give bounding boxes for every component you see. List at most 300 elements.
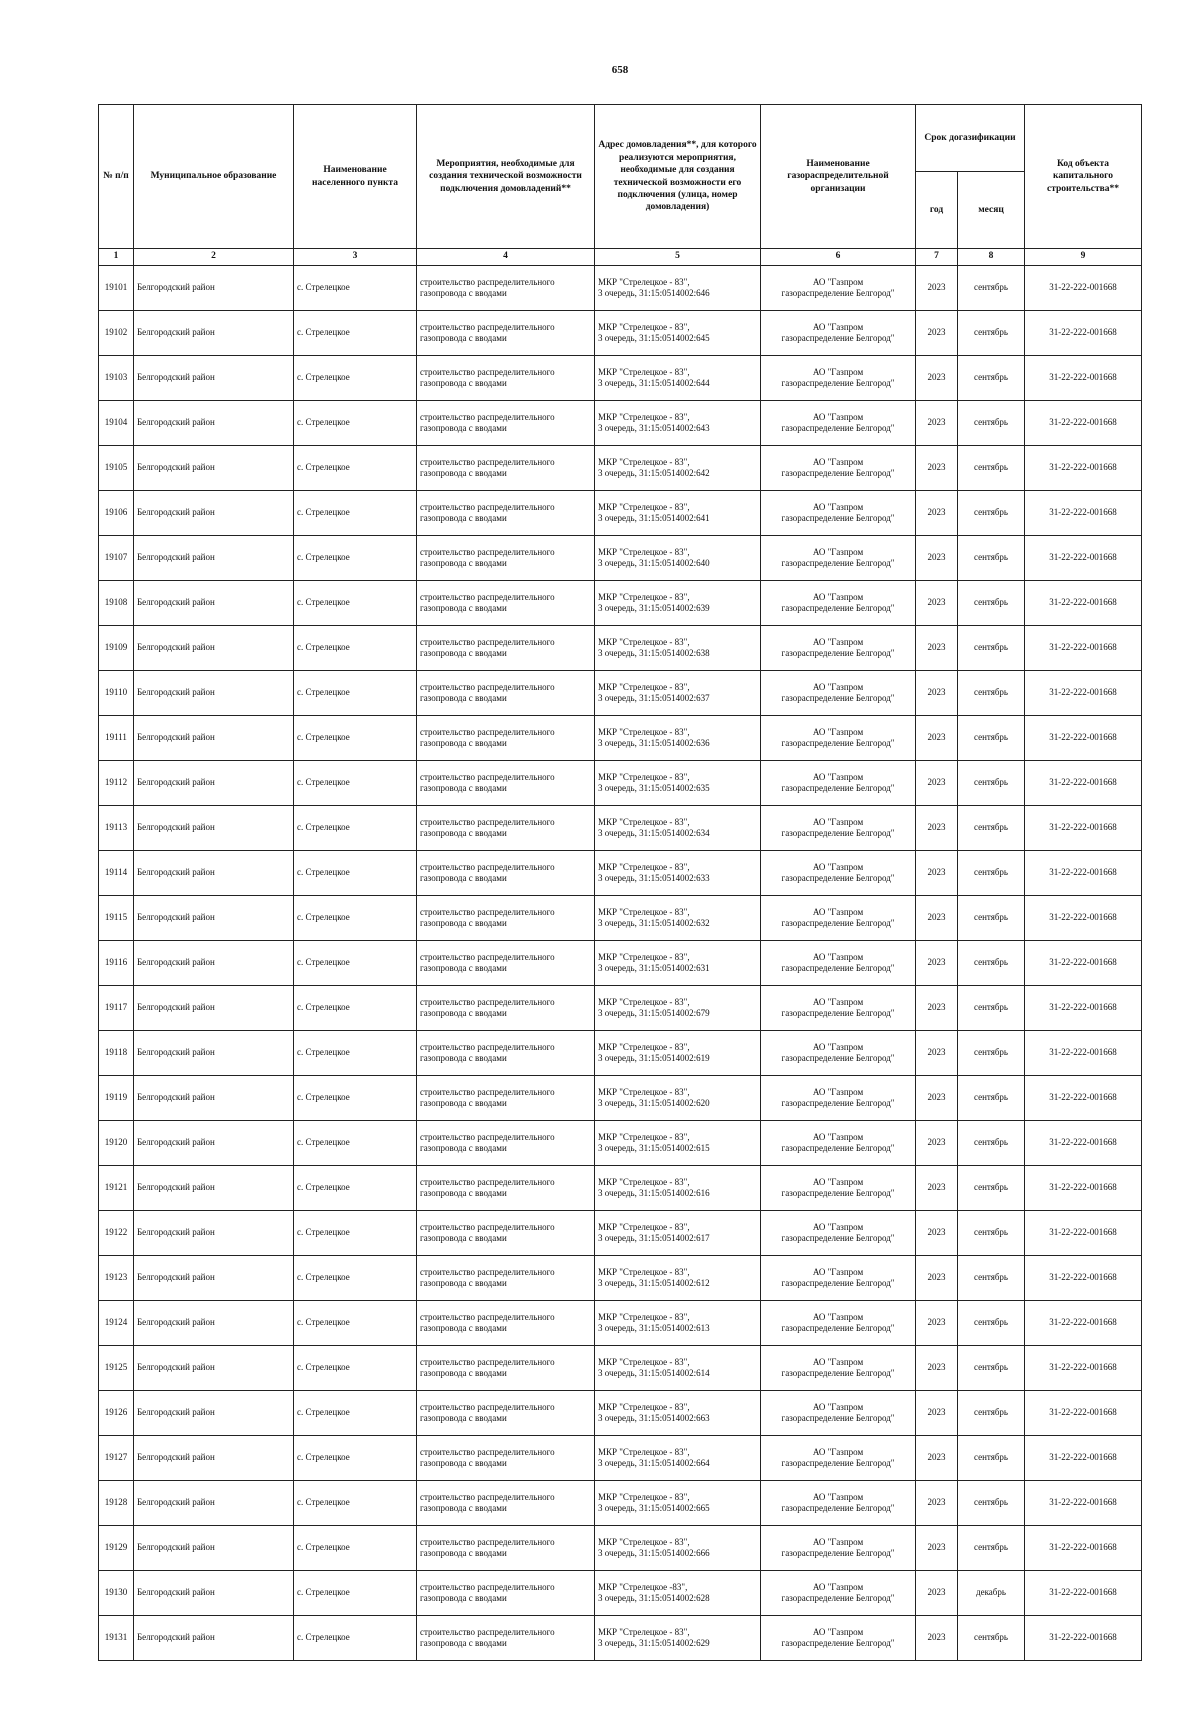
cell-number: 19127 <box>99 1436 134 1481</box>
cell-organization-line: АО "Газпром <box>812 1266 864 1277</box>
cell-address <box>595 1166 761 1211</box>
cell-year: 2023 <box>916 1121 958 1166</box>
cell-event-line: строительство распределительного <box>420 951 555 962</box>
header-event: Мероприятия, необходимые для создания технической возможности подключения домовладений** <box>417 105 595 249</box>
header-year: год <box>916 172 958 249</box>
cell-address-line: 3 очередь, 31:15:0514002:646 <box>598 288 710 298</box>
cell-object-code: 31-22-222-001668 <box>1025 1526 1142 1571</box>
cell-year: 2023 <box>916 1571 958 1616</box>
cell-organization <box>761 1481 916 1526</box>
cell-organization-line: АО "Газпром <box>812 1536 864 1547</box>
cell-event <box>417 1436 595 1481</box>
cell-event <box>417 446 595 491</box>
column-number: 9 <box>1025 249 1142 266</box>
cell-object-code: 31-22-222-001668 <box>1025 1391 1142 1436</box>
cell-object-code: 31-22-222-001668 <box>1025 1166 1142 1211</box>
cell-address <box>595 1031 761 1076</box>
cell-event-line: газопровода с вводами <box>420 1098 507 1108</box>
cell-object-code: 31-22-222-001668 <box>1025 986 1142 1031</box>
cell-settlement: с. Стрелецкое <box>294 1571 417 1616</box>
cell-address-line: МКР "Стрелецкое - 83", <box>598 366 690 377</box>
cell-object-code: 31-22-222-001668 <box>1025 1076 1142 1121</box>
cell-organization <box>761 1346 916 1391</box>
cell-municipality: Белгородский район <box>134 941 294 986</box>
cell-event-line: газопровода с вводами <box>420 1593 507 1603</box>
cell-year: 2023 <box>916 266 958 311</box>
column-number: 6 <box>761 249 916 266</box>
cell-year: 2023 <box>916 1346 958 1391</box>
cell-municipality: Белгородский район <box>134 1526 294 1571</box>
cell-month: сентябрь <box>958 1391 1025 1436</box>
table-row <box>99 1391 1142 1436</box>
cell-event <box>417 266 595 311</box>
cell-organization-line: газораспределение Белгород" <box>781 378 895 388</box>
cell-event-line: газопровода с вводами <box>420 918 507 928</box>
cell-event-line: строительство распределительного <box>420 726 555 737</box>
cell-address <box>595 581 761 626</box>
cell-address-line: МКР "Стрелецкое - 83", <box>598 681 690 692</box>
cell-address-line: МКР "Стрелецкое - 83", <box>598 1311 690 1322</box>
cell-month: сентябрь <box>958 671 1025 716</box>
column-number: 1 <box>99 249 134 266</box>
cell-event <box>417 1076 595 1121</box>
cell-municipality: Белгородский район <box>134 1346 294 1391</box>
cell-address-line: МКР "Стрелецкое -83", <box>598 1581 688 1592</box>
cell-municipality: Белгородский район <box>134 1076 294 1121</box>
table-row <box>99 401 1142 446</box>
cell-year: 2023 <box>916 581 958 626</box>
cell-organization <box>761 1076 916 1121</box>
cell-organization-line: АО "Газпром <box>812 771 864 782</box>
cell-event <box>417 1211 595 1256</box>
cell-organization-line: АО "Газпром <box>812 501 864 512</box>
cell-event-line: газопровода с вводами <box>420 873 507 883</box>
cell-address-line: МКР "Стрелецкое - 83", <box>598 276 690 287</box>
header-municipality: Муниципальное образование <box>134 105 294 249</box>
cell-organization-line: газораспределение Белгород" <box>781 1548 895 1558</box>
cell-organization <box>761 491 916 536</box>
cell-organization-line: газораспределение Белгород" <box>781 1233 895 1243</box>
cell-address-line: МКР "Стрелецкое - 83", <box>598 1041 690 1052</box>
cell-object-code: 31-22-222-001668 <box>1025 1616 1142 1661</box>
cell-event-line: строительство распределительного <box>420 1086 555 1097</box>
cell-event <box>417 941 595 986</box>
cell-address <box>595 1211 761 1256</box>
cell-municipality: Белгородский район <box>134 1211 294 1256</box>
header-settlement: Наименование населенного пункта <box>294 105 417 249</box>
cell-organization <box>761 401 916 446</box>
cell-settlement: с. Стрелецкое <box>294 716 417 761</box>
cell-number: 19115 <box>99 896 134 941</box>
cell-month: сентябрь <box>958 1436 1025 1481</box>
cell-organization-line: газораспределение Белгород" <box>781 558 895 568</box>
cell-address-line: МКР "Стрелецкое - 83", <box>598 771 690 782</box>
cell-address-line: МКР "Стрелецкое - 83", <box>598 411 690 422</box>
cell-address-line: 3 очередь, 31:15:0514002:643 <box>598 423 710 433</box>
cell-organization-line: АО "Газпром <box>812 1446 864 1457</box>
cell-event-line: газопровода с вводами <box>420 828 507 838</box>
cell-organization-line: газораспределение Белгород" <box>781 648 895 658</box>
cell-organization-line: газораспределение Белгород" <box>781 1413 895 1423</box>
cell-object-code: 31-22-222-001668 <box>1025 1301 1142 1346</box>
cell-object-code: 31-22-222-001668 <box>1025 1481 1142 1526</box>
cell-number: 19126 <box>99 1391 134 1436</box>
cell-number: 19128 <box>99 1481 134 1526</box>
cell-object-code: 31-22-222-001668 <box>1025 941 1142 986</box>
cell-organization-line: АО "Газпром <box>812 996 864 1007</box>
cell-address <box>595 1571 761 1616</box>
cell-organization <box>761 311 916 356</box>
header-month: месяц <box>958 172 1025 249</box>
cell-address-line: МКР "Стрелецкое - 83", <box>598 591 690 602</box>
cell-event-line: строительство распределительного <box>420 861 555 872</box>
cell-address-line: 3 очередь, 31:15:0514002:614 <box>598 1368 710 1378</box>
cell-settlement: с. Стрелецкое <box>294 806 417 851</box>
cell-address <box>595 851 761 896</box>
cell-event <box>417 986 595 1031</box>
cell-object-code: 31-22-222-001668 <box>1025 851 1142 896</box>
cell-event-line: газопровода с вводами <box>420 693 507 703</box>
table-row <box>99 491 1142 536</box>
cell-address-line: 3 очередь, 31:15:0514002:663 <box>598 1413 710 1423</box>
table-row <box>99 311 1142 356</box>
cell-address-line: МКР "Стрелецкое - 83", <box>598 1446 690 1457</box>
cell-number: 19112 <box>99 761 134 806</box>
cell-municipality: Белгородский район <box>134 446 294 491</box>
cell-address-line: 3 очередь, 31:15:0514002:619 <box>598 1053 710 1063</box>
cell-event <box>417 896 595 941</box>
cell-settlement: с. Стрелецкое <box>294 851 417 896</box>
cell-object-code: 31-22-222-001668 <box>1025 581 1142 626</box>
cell-event <box>417 311 595 356</box>
cell-address-line: 3 очередь, 31:15:0514002:642 <box>598 468 710 478</box>
header-row-1 <box>99 105 1142 172</box>
cell-municipality: Белгородский район <box>134 1256 294 1301</box>
column-number: 7 <box>916 249 958 266</box>
cell-event-line: газопровода с вводами <box>420 378 507 388</box>
cell-organization-line: газораспределение Белгород" <box>781 963 895 973</box>
cell-municipality: Белгородский район <box>134 716 294 761</box>
cell-number: 19129 <box>99 1526 134 1571</box>
cell-organization-line: АО "Газпром <box>812 456 864 467</box>
column-number: 3 <box>294 249 417 266</box>
cell-event-line: газопровода с вводами <box>420 648 507 658</box>
cell-address-line: 3 очередь, 31:15:0514002:634 <box>598 828 710 838</box>
cell-event <box>417 1526 595 1571</box>
column-number: 2 <box>134 249 294 266</box>
cell-number: 19105 <box>99 446 134 491</box>
cell-organization-line: АО "Газпром <box>812 1041 864 1052</box>
cell-organization <box>761 1031 916 1076</box>
cell-event-line: газопровода с вводами <box>420 738 507 748</box>
cell-municipality: Белгородский район <box>134 491 294 536</box>
cell-event-line: строительство распределительного <box>420 456 555 467</box>
cell-number: 19106 <box>99 491 134 536</box>
cell-month: сентябрь <box>958 1526 1025 1571</box>
cell-month: сентябрь <box>958 1346 1025 1391</box>
cell-year: 2023 <box>916 1076 958 1121</box>
cell-event-line: строительство распределительного <box>420 366 555 377</box>
cell-address-line: 3 очередь, 31:15:0514002:664 <box>598 1458 710 1468</box>
cell-organization-line: газораспределение Белгород" <box>781 468 895 478</box>
cell-municipality: Белгородский район <box>134 626 294 671</box>
cell-number: 19125 <box>99 1346 134 1391</box>
cell-address <box>595 356 761 401</box>
cell-address-line: МКР "Стрелецкое - 83", <box>598 501 690 512</box>
cell-event <box>417 1346 595 1391</box>
cell-object-code: 31-22-222-001668 <box>1025 266 1142 311</box>
cell-month: сентябрь <box>958 1481 1025 1526</box>
cell-settlement: с. Стрелецкое <box>294 356 417 401</box>
cell-month: сентябрь <box>958 986 1025 1031</box>
cell-address <box>595 941 761 986</box>
cell-organization-line: АО "Газпром <box>812 681 864 692</box>
cell-municipality: Белгородский район <box>134 1436 294 1481</box>
cell-settlement: с. Стрелецкое <box>294 446 417 491</box>
cell-organization-line: АО "Газпром <box>812 546 864 557</box>
cell-event-line: строительство распределительного <box>420 591 555 602</box>
cell-organization-line: АО "Газпром <box>812 411 864 422</box>
cell-organization-line: АО "Газпром <box>812 636 864 647</box>
cell-municipality: Белгородский район <box>134 1301 294 1346</box>
cell-address-line: 3 очередь, 31:15:0514002:666 <box>598 1548 710 1558</box>
cell-municipality: Белгородский район <box>134 806 294 851</box>
cell-month: сентябрь <box>958 1256 1025 1301</box>
cell-number: 19123 <box>99 1256 134 1301</box>
cell-event-line: строительство распределительного <box>420 546 555 557</box>
cell-municipality: Белгородский район <box>134 1571 294 1616</box>
cell-month: сентябрь <box>958 401 1025 446</box>
cell-event-line: газопровода с вводами <box>420 1188 507 1198</box>
cell-organization-line: АО "Газпром <box>812 321 864 332</box>
cell-year: 2023 <box>916 716 958 761</box>
cell-event <box>417 356 595 401</box>
cell-address-line: МКР "Стрелецкое - 83", <box>598 1491 690 1502</box>
cell-number: 19109 <box>99 626 134 671</box>
cell-municipality: Белгородский район <box>134 1166 294 1211</box>
cell-event <box>417 401 595 446</box>
cell-address <box>595 1391 761 1436</box>
cell-month: сентябрь <box>958 851 1025 896</box>
cell-organization-line: газораспределение Белгород" <box>781 693 895 703</box>
cell-year: 2023 <box>916 1481 958 1526</box>
cell-municipality: Белгородский район <box>134 311 294 356</box>
cell-object-code: 31-22-222-001668 <box>1025 896 1142 941</box>
cell-event-line: строительство распределительного <box>420 1491 555 1502</box>
cell-number: 19120 <box>99 1121 134 1166</box>
cell-month: сентябрь <box>958 356 1025 401</box>
cell-event-line: газопровода с вводами <box>420 1458 507 1468</box>
cell-object-code: 31-22-222-001668 <box>1025 1436 1142 1481</box>
cell-address-line: МКР "Стрелецкое - 83", <box>598 1221 690 1232</box>
cell-event <box>417 1616 595 1661</box>
cell-organization-line: АО "Газпром <box>812 1176 864 1187</box>
cell-year: 2023 <box>916 1436 958 1481</box>
cell-organization <box>761 626 916 671</box>
cell-event-line: газопровода с вводами <box>420 1323 507 1333</box>
cell-settlement: с. Стрелецкое <box>294 1481 417 1526</box>
table-row <box>99 851 1142 896</box>
page-number: 658 <box>611 64 629 76</box>
cell-organization <box>761 1571 916 1616</box>
cell-organization <box>761 356 916 401</box>
table-row <box>99 1121 1142 1166</box>
cell-year: 2023 <box>916 1616 958 1661</box>
cell-address-line: МКР "Стрелецкое - 83", <box>598 861 690 872</box>
cell-event-line: строительство распределительного <box>420 501 555 512</box>
cell-year: 2023 <box>916 1211 958 1256</box>
cell-address-line: 3 очередь, 31:15:0514002:628 <box>598 1593 710 1603</box>
cell-event-line: газопровода с вводами <box>420 468 507 478</box>
cell-settlement: с. Стрелецкое <box>294 1616 417 1661</box>
header-code: Код объекта капитального строительства** <box>1025 105 1142 249</box>
cell-year: 2023 <box>916 941 958 986</box>
cell-address <box>595 1481 761 1526</box>
cell-address <box>595 986 761 1031</box>
cell-settlement: с. Стрелецкое <box>294 1031 417 1076</box>
cell-number: 19118 <box>99 1031 134 1076</box>
cell-organization <box>761 1391 916 1436</box>
cell-address <box>595 1256 761 1301</box>
table-row <box>99 446 1142 491</box>
cell-municipality: Белгородский район <box>134 1121 294 1166</box>
cell-object-code: 31-22-222-001668 <box>1025 806 1142 851</box>
cell-address-line: 3 очередь, 31:15:0514002:636 <box>598 738 710 748</box>
cell-event <box>417 1391 595 1436</box>
cell-object-code: 31-22-222-001668 <box>1025 761 1142 806</box>
cell-organization-line: газораспределение Белгород" <box>781 1323 895 1333</box>
table-body <box>99 266 1142 1661</box>
cell-event-line: газопровода с вводами <box>420 513 507 523</box>
cell-year: 2023 <box>916 761 958 806</box>
cell-organization <box>761 986 916 1031</box>
cell-number: 19130 <box>99 1571 134 1616</box>
cell-object-code: 31-22-222-001668 <box>1025 536 1142 581</box>
cell-settlement: с. Стрелецкое <box>294 626 417 671</box>
cell-event <box>417 1121 595 1166</box>
cell-number: 19114 <box>99 851 134 896</box>
cell-event <box>417 1256 595 1301</box>
cell-event <box>417 491 595 536</box>
cell-event-line: строительство распределительного <box>420 1266 555 1277</box>
cell-address-line: 3 очередь, 31:15:0514002:617 <box>598 1233 710 1243</box>
cell-address <box>595 1301 761 1346</box>
cell-object-code: 31-22-222-001668 <box>1025 626 1142 671</box>
cell-organization-line: газораспределение Белгород" <box>781 288 895 298</box>
cell-object-code: 31-22-222-001668 <box>1025 1211 1142 1256</box>
cell-month: сентябрь <box>958 1076 1025 1121</box>
cell-organization-line: АО "Газпром <box>812 591 864 602</box>
cell-organization-line: АО "Газпром <box>812 1086 864 1097</box>
cell-year: 2023 <box>916 1301 958 1346</box>
cell-municipality: Белгородский район <box>134 896 294 941</box>
table-row <box>99 1526 1142 1571</box>
cell-municipality: Белгородский район <box>134 536 294 581</box>
cell-object-code: 31-22-222-001668 <box>1025 401 1142 446</box>
cell-address-line: 3 очередь, 31:15:0514002:639 <box>598 603 710 613</box>
column-number: 4 <box>417 249 595 266</box>
cell-year: 2023 <box>916 986 958 1031</box>
cell-settlement: с. Стрелецкое <box>294 986 417 1031</box>
cell-event-line: газопровода с вводами <box>420 333 507 343</box>
cell-address <box>595 266 761 311</box>
cell-settlement: с. Стрелецкое <box>294 1526 417 1571</box>
cell-organization-line: газораспределение Белгород" <box>781 513 895 523</box>
cell-settlement: с. Стрелецкое <box>294 311 417 356</box>
cell-event-line: строительство распределительного <box>420 816 555 827</box>
cell-address-line: 3 очередь, 31:15:0514002:620 <box>598 1098 710 1108</box>
cell-event-line: строительство распределительного <box>420 771 555 782</box>
cell-organization-line: газораспределение Белгород" <box>781 1638 895 1648</box>
cell-settlement: с. Стрелецкое <box>294 266 417 311</box>
cell-organization-line: АО "Газпром <box>812 276 864 287</box>
cell-settlement: с. Стрелецкое <box>294 1436 417 1481</box>
cell-event-line: газопровода с вводами <box>420 1143 507 1153</box>
cell-event <box>417 851 595 896</box>
table-row <box>99 1211 1142 1256</box>
cell-event-line: строительство распределительного <box>420 1626 555 1637</box>
cell-municipality: Белгородский район <box>134 986 294 1031</box>
cell-address-line: МКР "Стрелецкое - 83", <box>598 816 690 827</box>
cell-settlement: с. Стрелецкое <box>294 536 417 581</box>
cell-number: 19111 <box>99 716 134 761</box>
cell-organization-line: газораспределение Белгород" <box>781 738 895 748</box>
cell-number: 19104 <box>99 401 134 446</box>
cell-number: 19124 <box>99 1301 134 1346</box>
table-row <box>99 671 1142 716</box>
cell-year: 2023 <box>916 536 958 581</box>
header-num: № п/п <box>99 105 134 249</box>
cell-organization-line: АО "Газпром <box>812 726 864 737</box>
cell-year: 2023 <box>916 491 958 536</box>
cell-event-line: строительство распределительного <box>420 1536 555 1547</box>
cell-month: сентябрь <box>958 1166 1025 1211</box>
cell-number: 19131 <box>99 1616 134 1661</box>
cell-month: сентябрь <box>958 941 1025 986</box>
cell-organization-line: АО "Газпром <box>812 1626 864 1637</box>
cell-address-line: МКР "Стрелецкое - 83", <box>598 1266 690 1277</box>
cell-address-line: МКР "Стрелецкое - 83", <box>598 1176 690 1187</box>
cell-municipality: Белгородский район <box>134 1031 294 1076</box>
cell-year: 2023 <box>916 851 958 896</box>
cell-municipality: Белгородский район <box>134 401 294 446</box>
cell-settlement: с. Стрелецкое <box>294 1211 417 1256</box>
table-row <box>99 1481 1142 1526</box>
cell-number: 19121 <box>99 1166 134 1211</box>
cell-organization-line: газораспределение Белгород" <box>781 603 895 613</box>
cell-address-line: МКР "Стрелецкое - 83", <box>598 456 690 467</box>
cell-year: 2023 <box>916 1391 958 1436</box>
cell-event <box>417 1571 595 1616</box>
cell-address <box>595 716 761 761</box>
cell-year: 2023 <box>916 446 958 491</box>
cell-address-line: 3 очередь, 31:15:0514002:633 <box>598 873 710 883</box>
cell-event-line: газопровода с вводами <box>420 1278 507 1288</box>
cell-event-line: строительство распределительного <box>420 411 555 422</box>
cell-month: сентябрь <box>958 446 1025 491</box>
cell-address-line: МКР "Стрелецкое - 83", <box>598 1356 690 1367</box>
cell-organization-line: газораспределение Белгород" <box>781 1503 895 1513</box>
cell-organization <box>761 896 916 941</box>
cell-event-line: газопровода с вводами <box>420 423 507 433</box>
cell-year: 2023 <box>916 401 958 446</box>
cell-event-line: газопровода с вводами <box>420 1638 507 1648</box>
cell-settlement: с. Стрелецкое <box>294 761 417 806</box>
cell-event <box>417 716 595 761</box>
cell-municipality: Белгородский район <box>134 851 294 896</box>
cell-municipality: Белгородский район <box>134 1616 294 1661</box>
cell-organization-line: газораспределение Белгород" <box>781 828 895 838</box>
